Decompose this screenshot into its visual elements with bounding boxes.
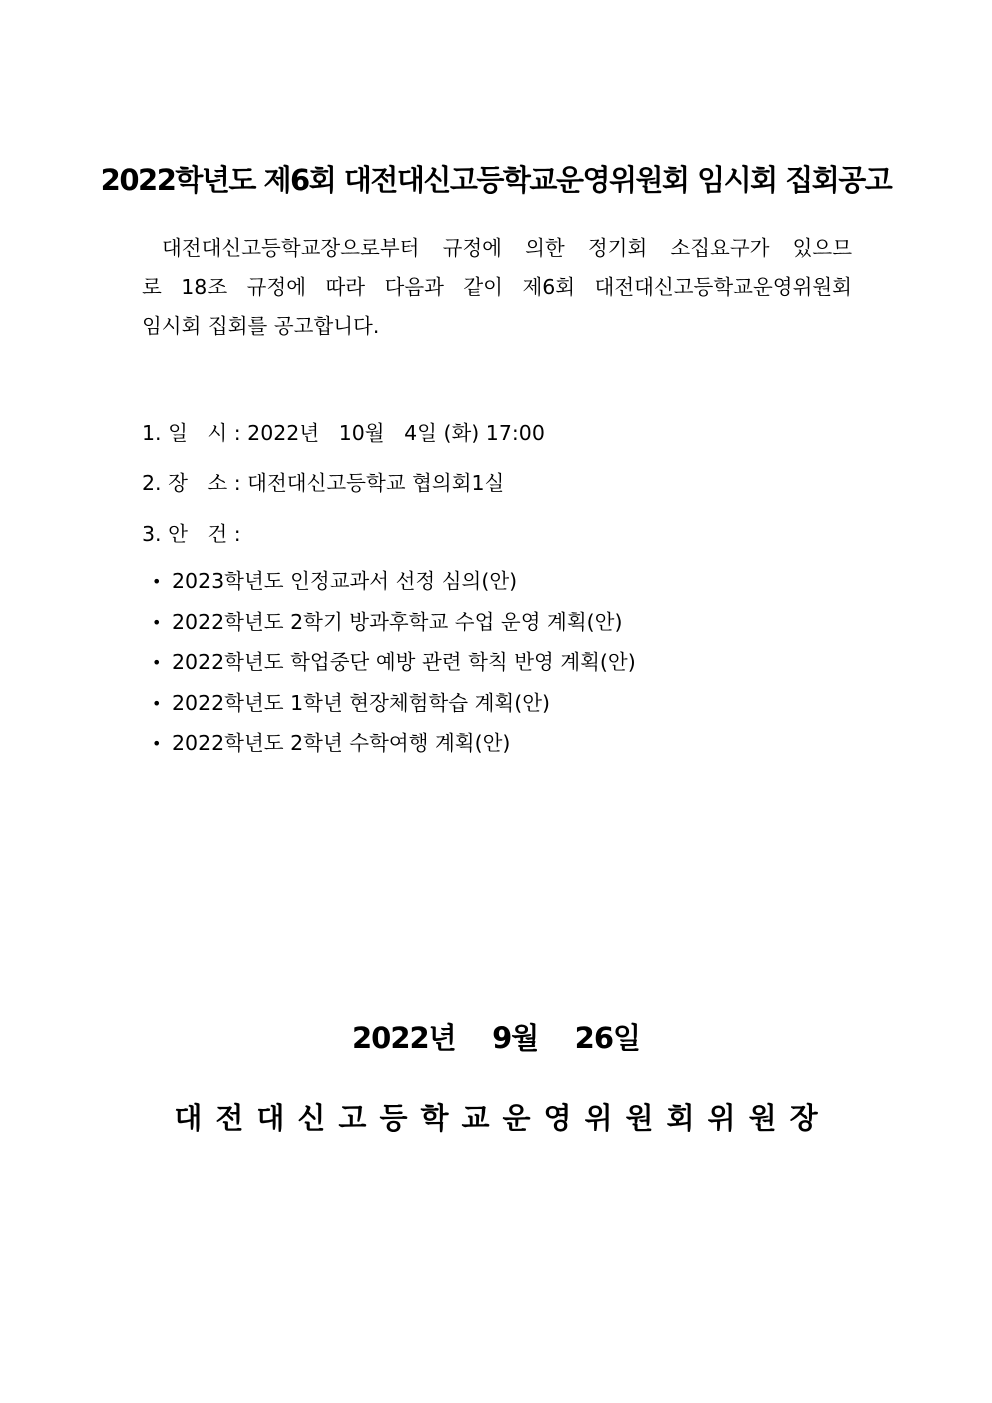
- agenda-heading: 3. 안 건 :: [142, 522, 241, 546]
- agenda-item-text: 2022학년도 1학년 현장체험학습 계획(안): [172, 690, 550, 715]
- bullet-icon: •: [152, 693, 162, 713]
- agenda-item-text: 2022학년도 2학기 방과후학교 수업 운영 계획(안): [172, 609, 623, 634]
- agenda-item: [152, 688, 636, 729]
- agenda-item-text: 2023학년도 인정교과서 선정 심의(안): [172, 569, 518, 593]
- bullet-icon: •: [152, 653, 162, 672]
- agenda-list: [152, 566, 636, 769]
- agenda-item-text: 2022학년도 학업중단 예방 관련 학칙 반영 계획(안): [172, 650, 636, 674]
- signer-title: 대전대신고등학교운영위원회위원장: [174, 1101, 831, 1135]
- agenda-item: [152, 728, 636, 769]
- intro-line-2: 로 18조 규정에 따라 다음과 같이 제6회 대전대신고등학교운영위원회: [142, 275, 852, 299]
- bullet-icon: •: [152, 734, 162, 753]
- agenda-item: [152, 607, 636, 648]
- agenda-item: [152, 566, 636, 607]
- intro-line-3: 임시회 집회를 공고합니다.: [142, 314, 380, 338]
- notice-date: 2022년 9월 26일: [351, 1021, 641, 1055]
- bullet-icon: •: [152, 612, 162, 632]
- intro-paragraph: [142, 229, 852, 346]
- notice-title: 2022학년도 제6회 대전대신고등학교운영위원회 임시회 집회공고: [100, 163, 892, 197]
- intro-line-1: 대전대신고등학교장으로부터 규정에 의한 정기회 소집요구가 있으므: [162, 236, 852, 260]
- agenda-item-text: 2022학년도 2학년 수학여행 계획(안): [172, 731, 511, 755]
- datetime-item: 1. 일 시 : 2022년 10월 4일 (화) 17:00: [142, 421, 545, 445]
- agenda-item: [152, 647, 636, 688]
- bullet-icon: •: [152, 572, 162, 591]
- place-item: 2. 장 소 : 대전대신고등학교 협의회1실: [142, 471, 505, 495]
